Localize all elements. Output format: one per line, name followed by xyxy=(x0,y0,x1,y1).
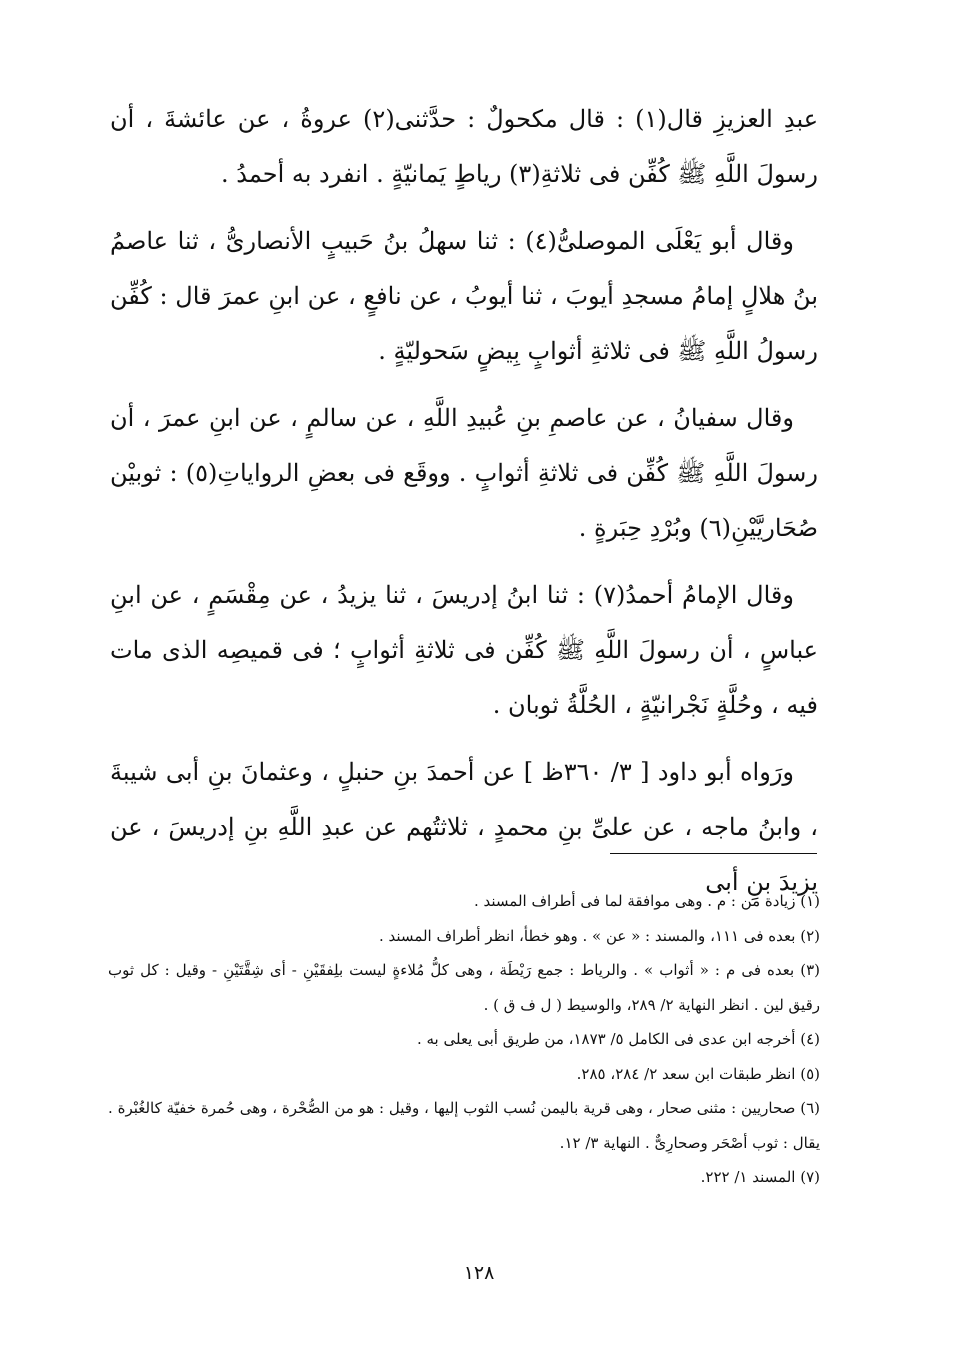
paragraph-4: وقال الإمامُ أحمدُ(٧) : ثنا ابنُ إدريسَ ، ثنا يزيدُ ، عن مِقْسَمٍ ، عن ابنِ عباسٍ ، أن رسولَ اللَّهِ ﷺ كُفِّن فى ثلاثةِ أثوابٍ ؛ فى قميصِه الذى مات فيه ، وحُلَّةٍ نَجْرانيّةٍ ، الحُلَّةُ ثوبان . xyxy=(110,581,818,719)
paragraph-1: عبدِ العزيزِ قال(١) : قال مكحولٌ : حدَّثنى(٢) عروةُ ، عن عائشةَ ، أن رسولَ اللَّهِ ﷺ كُفِّن فى ثلاثةِ(٣) رياطٍ يَمانيّةٍ . انفرد به أحمدُ . xyxy=(110,105,819,188)
footnote-6: (٦) صحاريين : مثنى صحار ، وهى قرية باليمن نُسب الثوب إليها ، وقيل : هو من الصُّحْرة ، وهى حُمرة خفيّة كالغُبْرة . يقال : ثوب أصْحَر وصحارِىٌّ . النهاية ٣/ ١٢. xyxy=(108,1099,820,1152)
footnote-7: (٧) المسند ١/ ٢٢٢. xyxy=(700,1168,820,1186)
footnote-5: (٥) انظر طبقات ابن سعد ٢/ ٢٨٤، ٢٨٥. xyxy=(576,1064,820,1083)
paragraph-3: وقال سفيانُ ، عن عاصمِ بنِ عُبيدِ اللَّهِ ، عن سالمٍ ، عن ابنِ عمرَ ، أن رسولَ اللَّهِ ﷺ كُفِّن فى ثلاثةِ أثوابٍ . ووقَع فى بعضِ الرواياتِ(٥) : ثوبيْن صُحَاريَّيْنِ(٦) وبُرْدِ حِبَرةٍ . xyxy=(110,404,818,542)
footnote-2: (٢) بعده فى ١١١، والمسند : « عن » . وهو خطأ، انظر أطراف المسند . xyxy=(379,926,820,945)
footnote-3: (٣) بعده فى م : « أثواب » . والرياط : جمع رَيْطَة ، وهى كلُّ مُلاءةٍ ليست بلِفقَيْنِ - أى شِقَّتَيْنِ - وقيل : كل ثوب رقيق لين . انظر النهاية ٢/ ٢٨٩، والوسيط ( ل ف ق ) . xyxy=(108,961,820,1014)
footnote-separator xyxy=(610,853,817,854)
footnote-4: (٤) أخرجه ابن عدى فى الكامل ٥/ ١٨٧٣، من طريق أبى يعلى به . xyxy=(416,1030,820,1048)
footnotes xyxy=(108,884,820,1195)
paragraph-5: ورَواه أبو داود [ ٣/ ٣٦٠ظ ] عن أحمدَ بنِ حنبلٍ ، وعثمانَ بنِ أبى شيبةَ ، وابنُ ماجه ، عن علىِّ بنِ محمدٍ ، ثلاثتُهم عن عبدِ اللَّهِ بنِ إدريسَ ، عن يزيدَ بنِ أبى xyxy=(110,758,818,896)
footnote-1: (١) زيادة من : م . وهى موافقة لما فى أطراف المسند . xyxy=(473,892,820,910)
page-number: ١٢٨ xyxy=(463,1262,495,1284)
paragraph-2: وقال أبو يَعْلَى الموصلىُّ(٤) : ثنا سهلُ بنُ حَبيبٍ الأنصارىُّ ، ثنا عاصمُ بنُ هلالٍ إمامُ مسجدِ أيوبَ ، ثنا أيوبُ ، عن نافعٍ ، عن ابنِ عمرَ قال : كُفِّن رسولُ اللَّهِ ﷺ فى ثلاثةِ أثوابٍ بِيضٍ سَحوليّةٍ . xyxy=(110,227,818,365)
main-text xyxy=(110,92,818,922)
